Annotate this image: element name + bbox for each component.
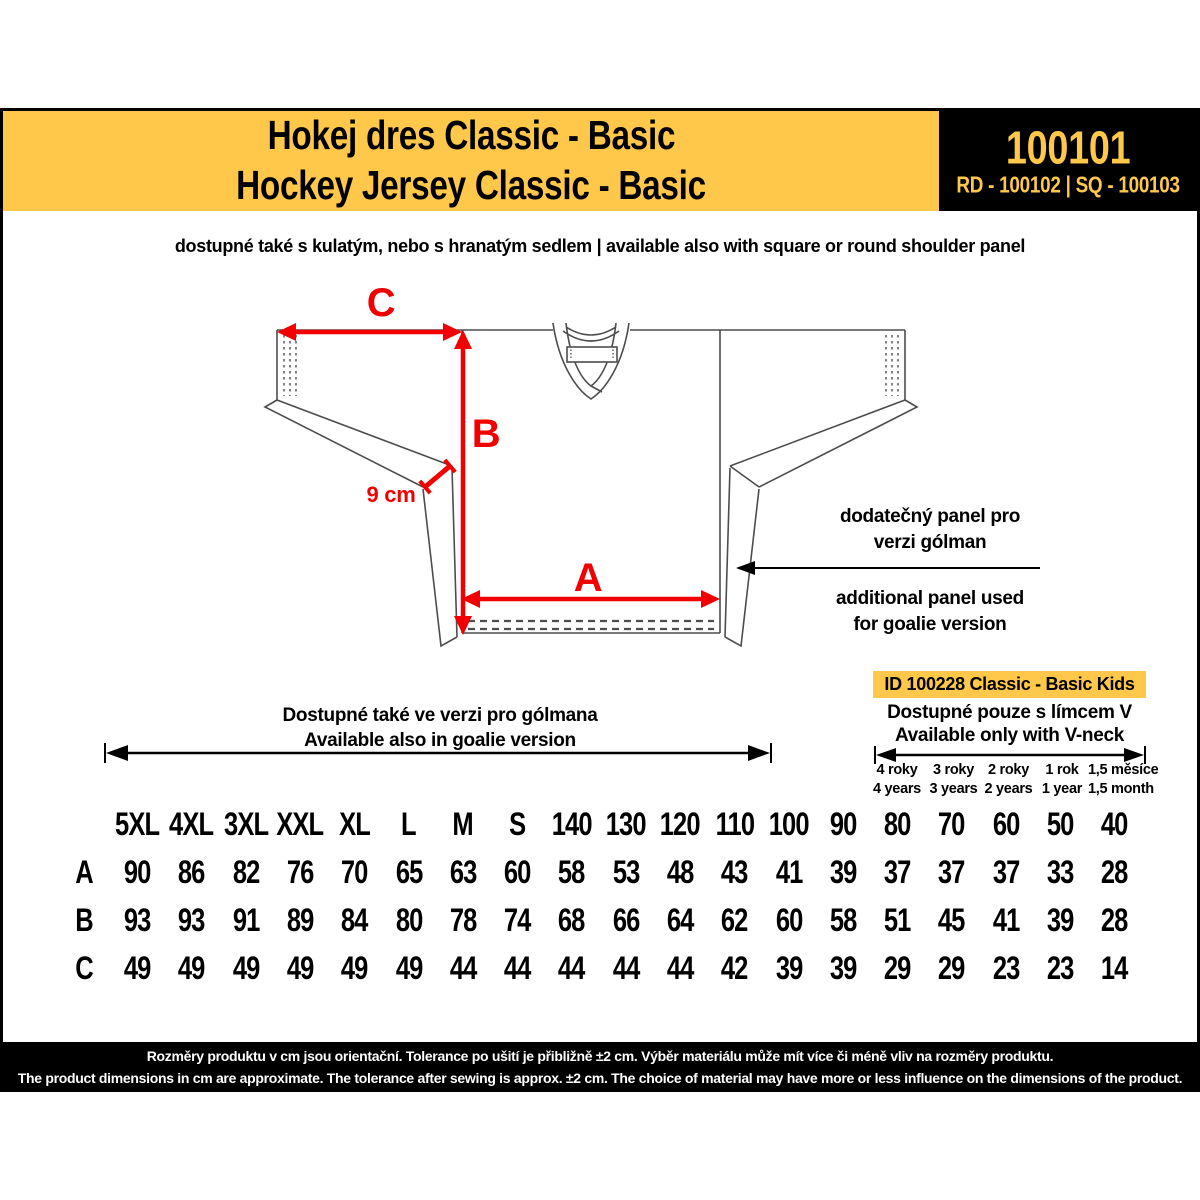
kids-age-czech: 4 roky	[876, 762, 918, 778]
size-value: 66	[612, 902, 640, 939]
size-value: 60	[775, 902, 803, 939]
shoulder-panel-note: dostupné také s kulatým, nebo s hranatým sedlem | available also with square or round shoulder panel	[174, 236, 1026, 256]
product-id-text: 100101	[1005, 121, 1131, 174]
hem-stitches	[468, 621, 714, 629]
size-value: 37	[883, 854, 911, 891]
size-value: 76	[286, 854, 314, 891]
size-value: 37	[938, 854, 965, 891]
goalie-size-range-arrow	[102, 742, 774, 764]
size-column-header: XL	[338, 806, 370, 843]
kids-age-column	[981, 761, 1036, 799]
size-value: 44	[449, 950, 477, 987]
kids-collar-note	[848, 701, 1171, 747]
title-block	[3, 111, 939, 211]
size-value: 58	[558, 854, 585, 891]
size-value: 44	[666, 950, 694, 987]
size-value: 93	[178, 902, 205, 939]
size-column-header: 4XL	[169, 806, 214, 843]
size-value: 90	[123, 854, 151, 891]
goalie-panel-note-english	[825, 586, 1035, 638]
cuff-width-label: 9 cm	[366, 482, 416, 507]
kids-collar-note-english: Available only with V-neck	[894, 725, 1125, 746]
size-value: 48	[666, 854, 694, 891]
size-value: 29	[938, 950, 965, 987]
size-value: 14	[1101, 950, 1128, 987]
size-value: 37	[992, 854, 1020, 891]
size-value: 84	[341, 902, 368, 939]
size-value: 41	[992, 902, 1020, 939]
kids-collar-note-czech: Dostupné pouze s límcem V	[887, 702, 1132, 723]
goalie-panel-note-english-line2: for goalie version	[853, 614, 1007, 635]
size-value: 93	[123, 902, 151, 939]
size-value: 49	[232, 950, 260, 987]
dimension-arrow-c	[277, 323, 462, 341]
kids-age-english: 1,5 month	[1088, 781, 1154, 797]
goalie-panel-note-czech-line2: verzi gólman	[873, 532, 987, 553]
size-value: 49	[341, 950, 368, 987]
product-title-english-text: Hockey Jersey Classic - Basic	[236, 162, 706, 208]
size-value: 89	[286, 902, 314, 939]
kids-version-box	[873, 671, 1146, 698]
kids-age-czech: 1 rok	[1045, 762, 1079, 778]
size-value: 33	[1046, 854, 1074, 891]
size-column-header: M	[452, 806, 474, 843]
size-row-label: B	[75, 902, 93, 939]
size-column-header: 5XL	[115, 806, 160, 843]
product-title-czech-text: Hokej dres Classic - Basic	[267, 112, 675, 158]
size-column-header: 100	[768, 806, 809, 843]
kids-age-english: 1 year	[1041, 781, 1083, 797]
size-column-header: 90	[829, 806, 857, 843]
size-value: 39	[829, 854, 857, 891]
v-neck-collar	[553, 323, 629, 399]
left-goalie-panel	[423, 468, 457, 646]
table-corner	[58, 801, 110, 849]
kids-age-czech: 2 roky	[988, 762, 1029, 778]
size-row-label: C	[75, 950, 93, 987]
size-value: 58	[829, 902, 857, 939]
size-row-label: A	[75, 854, 93, 891]
variant-ids-text: RD - 100102 | SQ - 100103	[956, 172, 1180, 199]
kids-age-column	[868, 761, 926, 799]
size-table	[58, 801, 1142, 993]
goalie-panel-note-czech	[825, 504, 1035, 556]
size-value: 68	[558, 902, 585, 939]
kids-age-column	[926, 761, 981, 799]
goalie-panel-arrow	[736, 561, 1040, 575]
neck-label	[567, 347, 617, 362]
goalie-version-note-english: Available also in goalie version	[304, 730, 576, 751]
product-title-czech	[245, 111, 698, 161]
size-value: 23	[992, 950, 1020, 987]
dim-a-label: A	[573, 556, 603, 600]
goalie-panel-note-czech-line1: dodatečný panel pro	[839, 506, 1021, 527]
size-value: 80	[395, 902, 422, 939]
size-column-header: 140	[551, 806, 592, 843]
kids-age-czech: 3 roky	[933, 762, 974, 778]
size-value: 91	[232, 902, 260, 939]
size-value: 39	[775, 950, 803, 987]
header	[3, 111, 1197, 211]
size-column-header: L	[401, 806, 416, 843]
size-value: 23	[1046, 950, 1074, 987]
product-title-english	[210, 161, 732, 211]
size-value: 62	[721, 902, 748, 939]
size-value: 63	[449, 854, 477, 891]
dim-b-label: B	[471, 412, 501, 456]
size-value: 49	[178, 950, 205, 987]
size-value: 41	[775, 854, 803, 891]
size-value: 65	[395, 854, 422, 891]
size-value: 44	[612, 950, 640, 987]
kids-age-english: 3 years	[929, 781, 978, 797]
product-id-box	[939, 111, 1197, 211]
size-value: 44	[558, 950, 585, 987]
size-column-header: 70	[938, 806, 965, 843]
size-column-header: 50	[1046, 806, 1074, 843]
size-value: 28	[1101, 854, 1128, 891]
variant-ids	[944, 173, 1192, 199]
size-value: 86	[178, 854, 205, 891]
footer-bar	[0, 1042, 1200, 1091]
size-value: 51	[883, 902, 911, 939]
size-value: 64	[666, 902, 694, 939]
kids-age-english: 2 years	[984, 781, 1033, 797]
kids-version-box-label: ID 100228 Classic - Basic Kids	[884, 674, 1135, 694]
dim-c-label: C	[366, 281, 396, 325]
size-value: 39	[829, 950, 857, 987]
size-column-header: 120	[660, 806, 701, 843]
goalie-version-note-czech: Dostupné také ve verzi pro gólmana	[282, 705, 598, 726]
cuff-width-bracket	[420, 460, 455, 493]
kids-age-english: 4 years	[873, 781, 921, 797]
size-value: 42	[721, 950, 748, 987]
size-column-header: 110	[715, 806, 754, 843]
size-value: 39	[1046, 902, 1074, 939]
size-column-header: S	[509, 806, 526, 843]
right-goalie-panel	[725, 468, 759, 646]
dimension-arrow-b	[454, 330, 472, 635]
kids-ages	[868, 761, 1159, 799]
footer-note-czech: Rozměry produktu v cm jsou orientační. Tolerance po ušití je přibližně ±2 cm. Výběr materiálu může mít více či méně vliv na rozměry produktu.	[146, 1048, 1054, 1064]
kids-age-czech: 1,5 měsíce	[1088, 762, 1159, 778]
size-value: 78	[449, 902, 477, 939]
size-column-header: 40	[1101, 806, 1128, 843]
goalie-panel-note-english-line1: additional panel used	[836, 588, 1024, 609]
size-value: 70	[341, 854, 368, 891]
size-value: 53	[612, 854, 640, 891]
size-column-header: 60	[992, 806, 1020, 843]
size-column-header: 80	[883, 806, 911, 843]
kids-age-column	[1036, 761, 1088, 799]
kids-age-column	[1088, 761, 1159, 799]
size-value: 44	[503, 950, 531, 987]
size-column-header: 3XL	[223, 806, 268, 843]
size-value: 49	[123, 950, 151, 987]
size-value: 74	[503, 902, 531, 939]
size-column-header: XXL	[276, 806, 324, 843]
size-value: 43	[721, 854, 748, 891]
size-value: 29	[883, 950, 911, 987]
size-value: 45	[938, 902, 965, 939]
size-column-header: 130	[605, 806, 646, 843]
size-value: 60	[503, 854, 531, 891]
size-value: 28	[1101, 902, 1128, 939]
size-value: 49	[395, 950, 422, 987]
size-value: 49	[286, 950, 314, 987]
footer-note-english: The product dimensions in cm are approximate. The tolerance after sewing is approx. ±2 cm. The choice of material may have more or less influence on the dimensions of the product.	[17, 1070, 1183, 1086]
size-value: 82	[232, 854, 260, 891]
product-id	[999, 123, 1137, 173]
